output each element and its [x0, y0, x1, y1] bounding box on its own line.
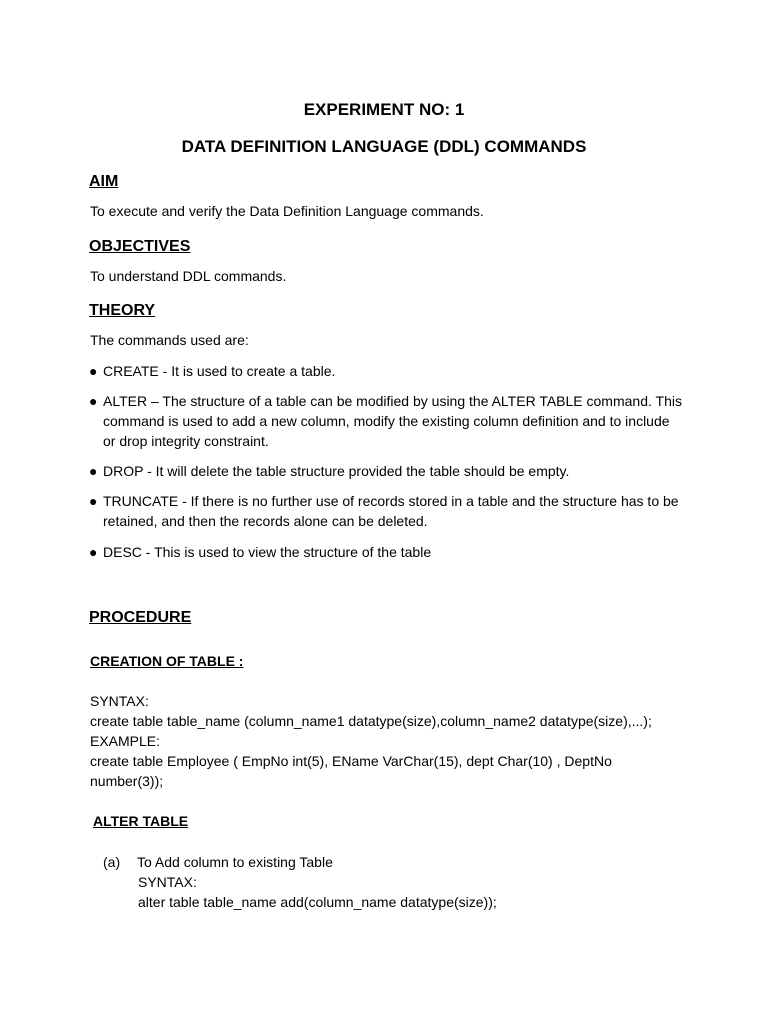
bullet-icon: ● [89, 544, 98, 560]
alter-heading: ALTER TABLE [93, 813, 189, 829]
theory-item-desc: DESC - This is used to view the structure of the table [103, 544, 432, 560]
theory-item-drop: DROP - It will delete the table structure provided the table should be empty. [103, 463, 570, 479]
aim-text: To execute and verify the Data Definition Language commands. [90, 203, 484, 219]
objectives-text: To understand DDL commands. [90, 268, 287, 284]
theory-item-alter: ALTER – The structure of a table can be modified by using the ALTER TABLE command. This command is used to add a new column, modify the existing column definition and to include or drop integrity constraint. [103, 393, 682, 449]
creation-example-line2: number(3)); [90, 773, 164, 789]
creation-syntax-label: SYNTAX: [90, 693, 149, 709]
alter-sub-a-title: To Add column to existing Table [137, 854, 333, 870]
alter-sub-a-syntax: alter table table_name add(column_name datatype(size)); [138, 894, 497, 910]
theory-item-truncate: TRUNCATE - If there is no further use of records stored in a table and the structure has to be retained, and then the records alone can be deleted. [103, 493, 679, 529]
bullet-icon: ● [89, 363, 98, 379]
alter-sub-a-marker: (a) [103, 854, 121, 870]
creation-example-line1: create table Employee ( EmpNo int(5), EName VarChar(15), dept Char(10) , DeptNo [90, 753, 612, 769]
creation-heading: CREATION OF TABLE : [90, 653, 244, 669]
procedure-heading: PROCEDURE [89, 609, 192, 626]
objectives-heading: OBJECTIVES [89, 238, 191, 255]
creation-syntax: create table table_name (column_name1 datatype(size),column_name2 datatype(size),...); [90, 713, 652, 729]
theory-intro: The commands used are: [90, 332, 249, 348]
theory-heading: THEORY [89, 302, 156, 319]
subject-title: DATA DEFINITION LANGUAGE (DDL) COMMANDS [181, 137, 587, 156]
theory-item-create: CREATE - It is used to create a table. [103, 363, 336, 379]
alter-sub-a-syntax-label: SYNTAX: [138, 874, 197, 890]
experiment-title: EXPERIMENT NO: 1 [303, 100, 465, 119]
bullet-icon: ● [89, 493, 98, 509]
bullet-icon: ● [89, 463, 98, 479]
aim-heading: AIM [89, 173, 119, 190]
creation-example-label: EXAMPLE: [90, 733, 161, 749]
bullet-icon: ● [89, 393, 98, 409]
